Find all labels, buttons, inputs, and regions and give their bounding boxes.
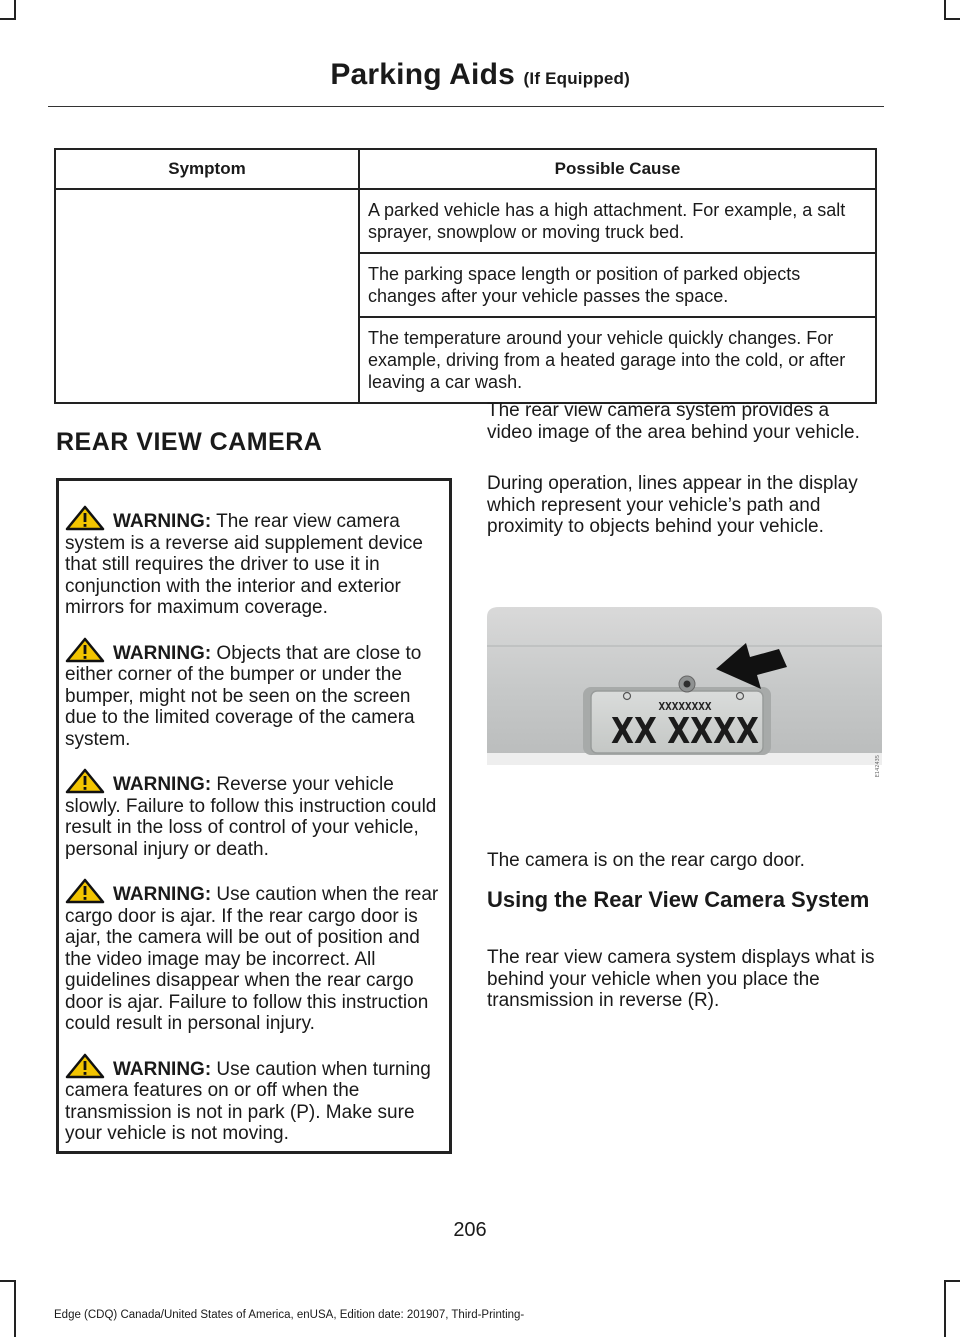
paragraph-text: The camera is on the rear cargo door. (487, 850, 805, 871)
header-subtitle: (If Equipped) (523, 69, 630, 88)
warning-item (65, 878, 447, 1035)
cause-cell: A parked vehicle has a high attachment. For example, a salt sprayer, snowplow or moving truck bed. (359, 189, 876, 253)
subsection-heading: Using the Rear View Camera System (487, 887, 870, 912)
usage-paragraph (487, 947, 879, 1012)
paragraph-text: The rear view camera system provides a video image of the area behind your vehicle. (487, 400, 860, 443)
crop-mark (944, 1280, 946, 1337)
symptom-column-header: Symptom (55, 149, 359, 189)
cause-column-header: Possible Cause (359, 149, 876, 189)
warning-triangle-icon (65, 505, 109, 531)
warning-label: WARNING: (113, 642, 212, 664)
symptom-cell (55, 189, 359, 403)
header-title: Parking Aids (330, 58, 515, 91)
warning-text: Use caution when turning camera features on or off when the transmission is not in park (P). Make sure your vehicle is not moving. (65, 1058, 431, 1144)
page-header (330, 58, 630, 92)
camera-location-illustration (487, 605, 882, 778)
warning-text: Use caution when the rear cargo door is ajar. If the rear cargo door is ajar, the camera will be out of position and the video image may be incorrect. All guidelines disappear when the rear cargo door is ajar. Failure to follow this instruction could result in personal injury. (65, 884, 439, 1034)
warning-item (65, 768, 447, 860)
paragraph-text: The rear view camera system displays what is behind your vehicle when you place the transmission in reverse (R). (487, 947, 875, 1011)
warning-label: WARNING: (113, 774, 212, 795)
table-row (55, 189, 876, 253)
warning-triangle-icon (65, 637, 109, 663)
warning-triangle-icon (65, 768, 109, 794)
header-divider (48, 106, 884, 107)
warning-label: WARNING: (113, 884, 212, 905)
warning-text: Objects that are close to either corner of the bumper or under the bumper, might not be seen on the screen due to the limited coverage of the camera system. (65, 642, 422, 750)
crop-mark (0, 18, 16, 20)
warning-triangle-icon (65, 1053, 109, 1079)
plate-top-text: XXXXXXXX (658, 700, 712, 713)
footer-edition-text: Edge (CDQ) Canada/United States of America, enUSA, Edition date: 201907, Third-Printing- (54, 1309, 525, 1321)
crop-mark (0, 1280, 16, 1282)
paragraph-text: During operation, lines appear in the display which represent your vehicle’s path and proximity to objects behind your vehicle. (487, 473, 858, 537)
warning-item (65, 637, 447, 751)
warning-item (65, 505, 447, 619)
warning-item (65, 1053, 447, 1145)
warning-label: WARNING: (113, 1058, 212, 1080)
page-number: 206 (453, 1219, 487, 1241)
crop-mark (14, 0, 16, 20)
warning-label: WARNING: (113, 511, 212, 532)
plate-main-text: XX XXXX (611, 711, 760, 752)
symptom-cause-table (54, 148, 877, 404)
warning-text: Reverse your vehicle slowly. Failure to follow this instruction could result in the loss of control of your vehicle, personal injury or death. (65, 774, 437, 860)
crop-mark (14, 1280, 16, 1337)
camera-location-text (487, 850, 879, 872)
guidelines-paragraph (487, 473, 879, 538)
crop-mark (944, 18, 960, 20)
crop-mark (944, 0, 946, 20)
section-title: REAR VIEW CAMERA (56, 428, 323, 456)
warning-text: The rear view camera system is a reverse aid supplement device that still requires the driver to use it in conjunction with the interior and exterior mirrors for maximum coverage. (65, 511, 423, 618)
crop-mark (944, 1280, 960, 1282)
cause-cell: The parking space length or position of parked objects changes after your vehicle passes the space. (359, 253, 876, 317)
table-header-row (55, 149, 876, 189)
warnings-box (56, 478, 452, 1154)
intro-paragraph (487, 400, 879, 443)
image-id-text: E142435 (875, 755, 881, 778)
warning-triangle-icon (65, 878, 109, 904)
cause-cell: The temperature around your vehicle quickly changes. For example, driving from a heated garage into the cold, or after leaving a car wash. (359, 317, 876, 403)
